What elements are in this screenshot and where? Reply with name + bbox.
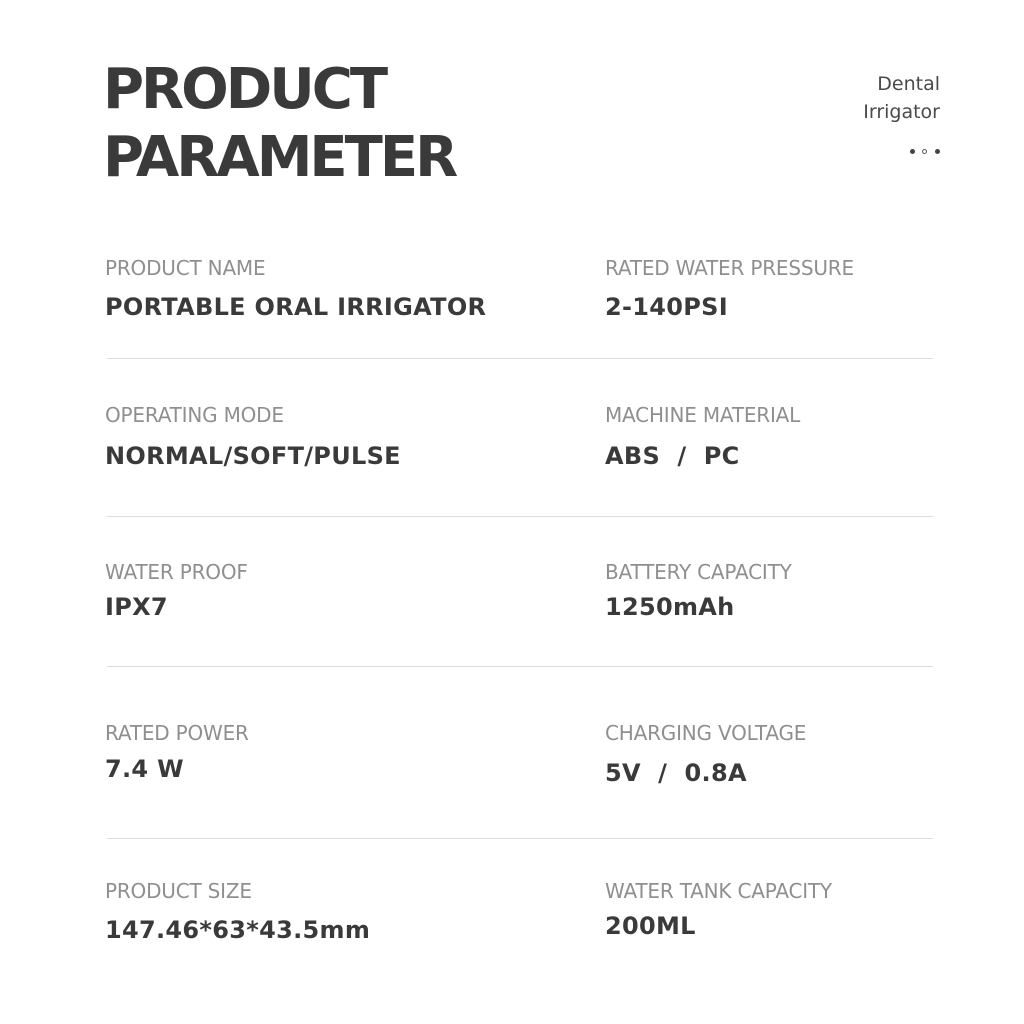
hollow-dot-icon — [922, 149, 927, 154]
param-water-proof — [105, 562, 248, 619]
param-label: PRODUCT SIZE — [105, 879, 252, 903]
row-divider — [107, 838, 933, 839]
brand-line-dental: Dental — [877, 73, 940, 95]
param-label: CHARGING VOLTAGE — [605, 721, 807, 745]
param-product-name — [105, 258, 486, 319]
param-value: 5V / 0.8A — [605, 759, 747, 787]
param-value: 147.46*63*43.5mm — [105, 916, 371, 944]
dot-icon — [935, 149, 940, 154]
param-label: MACHINE MATERIAL — [605, 403, 801, 427]
param-battery-capacity — [605, 562, 792, 619]
brand-line-irrigator: Irrigator — [863, 101, 940, 123]
param-label: OPERATING MODE — [105, 403, 284, 427]
title-line-parameter: PARAMETER — [103, 125, 456, 190]
param-value: 7.4 W — [105, 755, 184, 783]
param-charging-voltage — [605, 723, 806, 785]
param-value: 2-140PSI — [605, 293, 728, 321]
param-label: PRODUCT NAME — [105, 256, 266, 280]
param-value: IPX7 — [105, 593, 168, 621]
param-value: PORTABLE ORAL IRRIGATOR — [105, 293, 487, 321]
row-divider — [107, 666, 933, 667]
param-label: RATED POWER — [105, 721, 249, 745]
param-value: NORMAL/SOFT/PULSE — [105, 442, 401, 470]
row-divider — [107, 516, 933, 517]
param-operating-mode — [105, 405, 401, 468]
param-label: RATED WATER PRESSURE — [605, 256, 854, 280]
param-label: BATTERY CAPACITY — [605, 560, 792, 584]
row-divider — [107, 358, 933, 359]
param-value: 1250mAh — [605, 593, 735, 621]
dot-icon — [910, 149, 915, 154]
param-rated-power — [105, 723, 249, 781]
param-label: WATER PROOF — [105, 560, 248, 584]
param-value: ABS / PC — [605, 442, 740, 470]
param-product-size — [105, 881, 370, 942]
param-label: WATER TANK CAPACITY — [605, 879, 832, 903]
param-water-tank-capacity — [605, 881, 832, 938]
decorative-dots-icon — [910, 148, 942, 156]
param-machine-material — [605, 405, 800, 468]
param-rated-water-pressure — [605, 258, 854, 319]
param-value: 200ML — [605, 912, 696, 940]
title-line-product: PRODUCT — [103, 57, 386, 122]
